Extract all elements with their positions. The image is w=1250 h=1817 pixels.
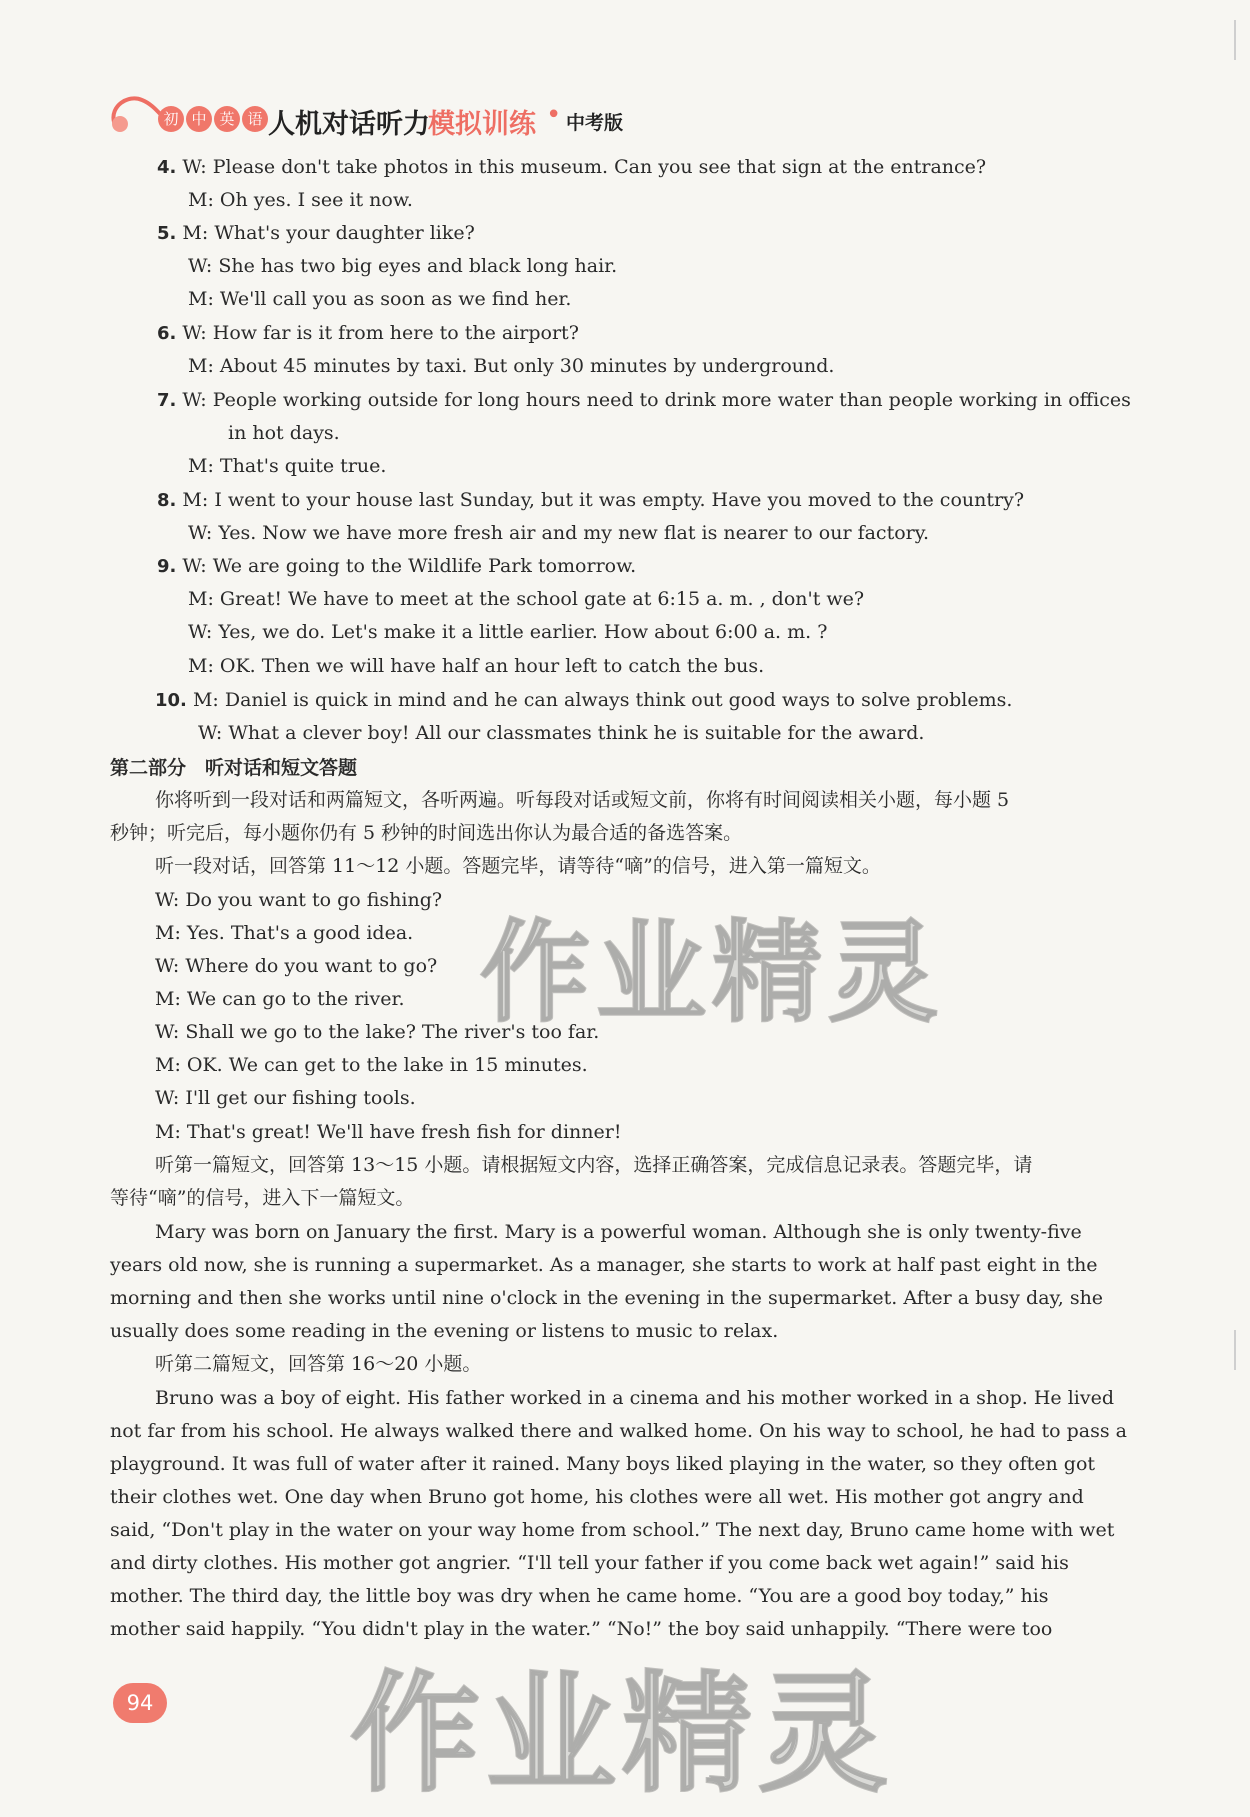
dialog-text: Great! We have to meet at the school gate at 6:15 a. m. , don't we?: [219, 588, 865, 610]
dialog-line: [157, 388, 1131, 413]
dialog-text: OK. Then we will have half an hour left to catch the bus.: [219, 655, 765, 677]
instruction-line: 听一段对话，回答第 11～12 小题。答题完毕，请等待“嘀”的信号，进入第一篇短文。: [155, 855, 881, 877]
question-number: 4.: [157, 157, 177, 178]
book-title-accent: 模拟训练: [428, 109, 536, 140]
dialog-text: We are going to the Wildlife Park tomorrow.: [212, 555, 637, 577]
question-number: 7.: [157, 390, 177, 411]
text-line: W: Where do you want to go?: [155, 955, 438, 977]
page-number: 94: [113, 1683, 167, 1723]
speaker-label: M:: [192, 689, 219, 711]
dialog-line: [155, 688, 1012, 713]
dialog-text: What's your daughter like?: [214, 222, 475, 244]
text-line: W: Shall we go to the lake? The river's too far.: [155, 1021, 600, 1043]
dialog-text: How far is it from here to the airport?: [212, 322, 579, 344]
watermark: 作业精灵: [350, 1658, 895, 1810]
question-number: 10.: [155, 690, 187, 711]
speaker-label: W:: [198, 722, 223, 744]
speaker-label: M:: [182, 489, 209, 511]
dialog-text: Yes. Now we have more fresh air and my new flat is nearer to our factory.: [218, 522, 929, 544]
dialog-line: [198, 721, 924, 745]
dialog-line: [157, 488, 1024, 513]
section-heading: 第二部分 听对话和短文答题: [110, 757, 358, 779]
subject-badges: [158, 106, 268, 132]
dialog-text: We'll call you as soon as we find her.: [219, 288, 572, 310]
text-line: not far from his school. He always walked there and walked home. On his way to school, he had to pass a: [110, 1420, 1127, 1442]
book-title: 人机对话听力: [268, 109, 430, 140]
text-line: years old now, she is running a supermarket. As a manager, she starts to work at half past eight in the: [110, 1254, 1098, 1276]
speaker-label: M:: [188, 189, 214, 211]
intro-line: 秒钟；听完后，每小题你仍有 5 秒钟的时间选出你认为最合适的备选答案。: [110, 822, 743, 844]
text-line: mother said happily. “You didn't play in the water.” “No!” the boy said unhappily. “There were too: [110, 1618, 1053, 1640]
text-line: M: That's great! We'll have fresh fish for dinner!: [155, 1121, 622, 1143]
text-line: playground. It was full of water after it rained. Many boys liked playing in the water, so they often got: [110, 1453, 1096, 1475]
watermark: 作业精灵: [480, 909, 944, 1037]
question-number: 8.: [157, 490, 177, 511]
scan-edge-mark: [1234, 20, 1236, 60]
speaker-label: W:: [188, 621, 213, 643]
text-line: mother. The third day, the little boy was dry when he came home. “You are a good boy today,” his: [110, 1585, 1049, 1607]
title-dot: •: [546, 100, 562, 130]
dialog-text: People working outside for long hours need to drink more water than people working in offices: [212, 389, 1131, 411]
text-line: and dirty clothes. His mother got angrier. “I'll tell your father if you come back wet again!” said his: [110, 1552, 1069, 1574]
text-line: M: OK. We can get to the lake in 15 minutes.: [155, 1054, 588, 1076]
text-line: W: Do you want to go fishing?: [155, 889, 443, 911]
speaker-label: W:: [182, 555, 207, 577]
speaker-label: M:: [182, 222, 209, 244]
text-line: their clothes wet. One day when Bruno got home, his clothes were all wet. His mother got angry and: [110, 1486, 1084, 1508]
speaker-label: M:: [188, 288, 214, 310]
text-line: said, “Don't play in the water on your way home from school.” The next day, Bruno came home with wet: [110, 1519, 1115, 1541]
dialog-line: [228, 421, 340, 445]
scan-edge-mark: [1234, 1330, 1236, 1370]
dialog-line: [157, 155, 986, 180]
text-line: Mary was born on January the first. Mary is a powerful woman. Although she is only twenty-five: [155, 1221, 1082, 1243]
dialog-text: I went to your house last Sunday, but it was empty. Have you moved to the country?: [214, 489, 1024, 511]
dialog-line: [188, 254, 617, 278]
dialog-line: [188, 587, 864, 611]
speaker-label: W:: [188, 522, 213, 544]
speaker-label: W:: [188, 255, 213, 277]
dialog-line: [157, 221, 475, 246]
badge: 英: [214, 106, 240, 132]
dialog-text: What a clever boy! All our classmates think he is suitable for the award.: [228, 722, 925, 744]
text-line: M: We can go to the river.: [155, 988, 405, 1010]
speaker-label: W:: [182, 156, 207, 178]
edition-label: 中考版: [566, 112, 624, 134]
question-number: 9.: [157, 556, 177, 577]
dialog-line: [188, 287, 571, 311]
text-line: Bruno was a boy of eight. His father worked in a cinema and his mother worked in a shop. He lived: [155, 1387, 1114, 1409]
dialog-line: [188, 454, 386, 478]
dialog-text: That's quite true.: [219, 455, 387, 477]
dialog-line: [188, 654, 764, 678]
badge: 语: [242, 106, 268, 132]
badge: 初: [158, 106, 184, 132]
dialog-line: [188, 354, 834, 378]
instruction-line: 等待“嘀”的信号，进入下一篇短文。: [110, 1187, 415, 1209]
speaker-label: M:: [188, 355, 214, 377]
speaker-label: W:: [182, 389, 207, 411]
speaker-label: M:: [188, 655, 214, 677]
dialog-line: [157, 554, 636, 579]
intro-line: 你将听到一段对话和两篇短文，各听两遍。听每段对话或短文前，你将有时间阅读相关小题，每小题 5: [155, 789, 1010, 811]
dialog-text: Oh yes. I see it now.: [219, 189, 413, 211]
dialog-text: About 45 minutes by taxi. But only 30 minutes by underground.: [219, 355, 835, 377]
dialog-line: [188, 620, 827, 644]
speaker-label: W:: [182, 322, 207, 344]
dialog-text: in hot days.: [228, 422, 340, 444]
dialog-text: Daniel is quick in mind and he can always think out good ways to solve problems.: [224, 689, 1013, 711]
instruction-line: 听第二篇短文，回答第 16～20 小题。: [155, 1353, 482, 1375]
text-line: M: Yes. That's a good idea.: [155, 922, 414, 944]
instruction-line: 听第一篇短文，回答第 13～15 小题。请根据短文内容，选择正确答案，完成信息记录表。答题完毕，请: [155, 1154, 1033, 1176]
speaker-label: M:: [188, 588, 214, 610]
dialog-line: [157, 321, 579, 346]
text-line: usually does some reading in the evening or listens to music to relax.: [110, 1320, 779, 1342]
page-header: [108, 92, 708, 142]
dialog-text: Yes, we do. Let's make it a little earlier. How about 6:00 a. m. ?: [218, 621, 828, 643]
text-line: morning and then she works until nine o'clock in the evening in the supermarket. After a busy day, she: [110, 1287, 1104, 1309]
question-number: 5.: [157, 223, 177, 244]
speaker-label: M:: [188, 455, 214, 477]
dialog-line: [188, 521, 929, 545]
dialog-text: Please don't take photos in this museum. Can you see that sign at the entrance?: [212, 156, 987, 178]
dialog-line: [188, 188, 413, 212]
question-number: 6.: [157, 323, 177, 344]
dialog-text: She has two big eyes and black long hair.: [218, 255, 618, 277]
text-line: W: I'll get our fishing tools.: [155, 1087, 416, 1109]
badge: 中: [186, 106, 212, 132]
